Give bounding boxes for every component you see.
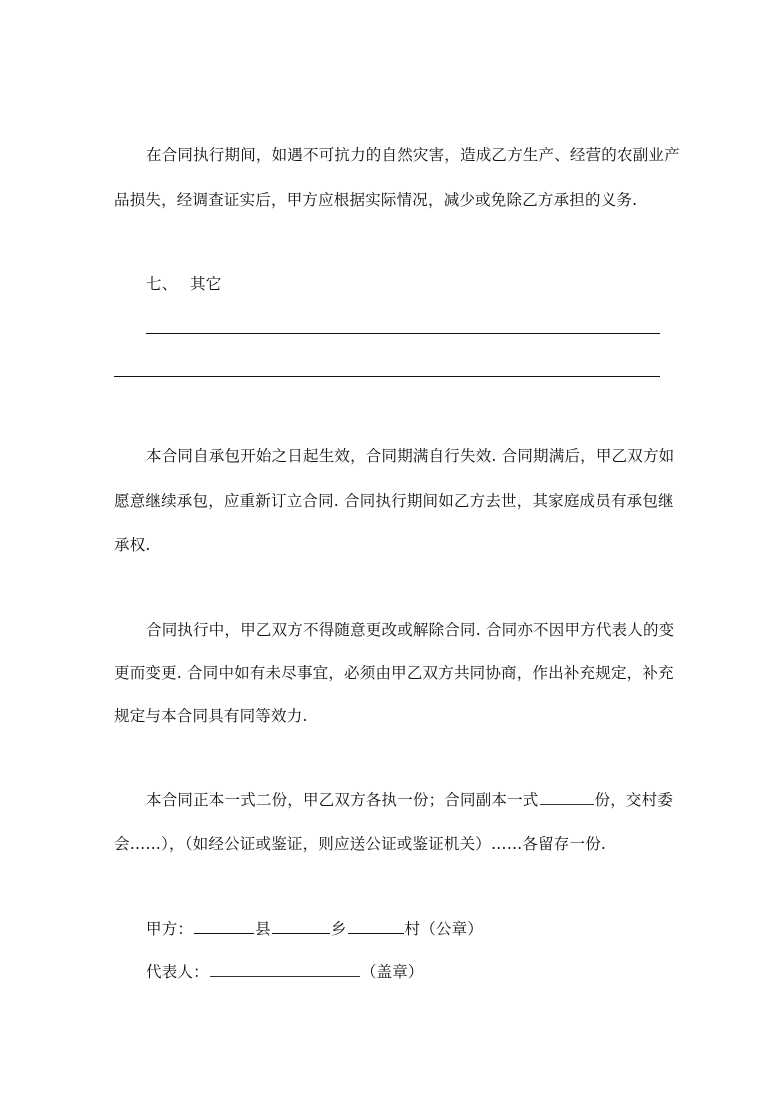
party-a-signature-line <box>146 919 483 939</box>
representative-seal-label: （盖章） <box>360 963 424 981</box>
force-majeure-line-2: 品损失，经调查证实后，甲方应根据实际情况，减少或免除乙方承担的义务. <box>114 191 638 209</box>
changes-line-2: 更而变更. 合同中如有未尽事宜，必须由甲乙双方共同协商，作出补充规定，补充 <box>114 664 674 682</box>
county-label: 县 <box>255 920 271 938</box>
copies-count-blank <box>540 803 594 805</box>
section-seven-blank-line-1 <box>146 333 660 334</box>
county-blank <box>194 932 254 934</box>
changes-line-1: 合同执行中，甲乙双方不得随意更改或解除合同. 合同亦不因甲方代表人的变 <box>146 621 675 639</box>
village-seal-label: 村（公章） <box>404 920 484 938</box>
township-label: 乡 <box>330 920 347 938</box>
copies-line-1-text-b: 份，交村委 <box>594 791 674 809</box>
copies-line-1 <box>146 790 673 810</box>
section-seven-number: 七、 <box>146 275 178 293</box>
party-a-label: 甲方： <box>146 920 194 938</box>
changes-line-3: 规定与本合同具有同等效力. <box>114 707 308 725</box>
section-seven-title: 其它 <box>190 275 222 293</box>
representative-blank <box>210 975 360 977</box>
representative-signature-line <box>146 962 424 982</box>
validity-line-1: 本合同自承包开始之日起生效，合同期满自行失效. 合同期满后，甲乙双方如 <box>146 447 675 465</box>
township-blank <box>272 932 330 934</box>
validity-line-2: 愿意继续承包，应重新订立合同. 合同执行期间如乙方去世，其家庭成员有承包继 <box>114 492 674 510</box>
copies-line-1-text-a: 本合同正本一式二份，甲乙双方各执一份；合同副本一式 <box>146 791 539 809</box>
village-blank <box>348 932 404 934</box>
validity-line-3: 承权. <box>114 536 151 554</box>
copies-line-2: 会……），（如经公证或鉴证，则应送公证或鉴证机关）……各留存一份. <box>114 835 607 853</box>
force-majeure-line-1: 在合同执行期间，如遇不可抗力的自然灾害，造成乙方生产、经营的农副业产 <box>146 146 680 164</box>
section-seven-blank-line-2 <box>114 376 660 377</box>
representative-label: 代表人： <box>146 963 209 981</box>
